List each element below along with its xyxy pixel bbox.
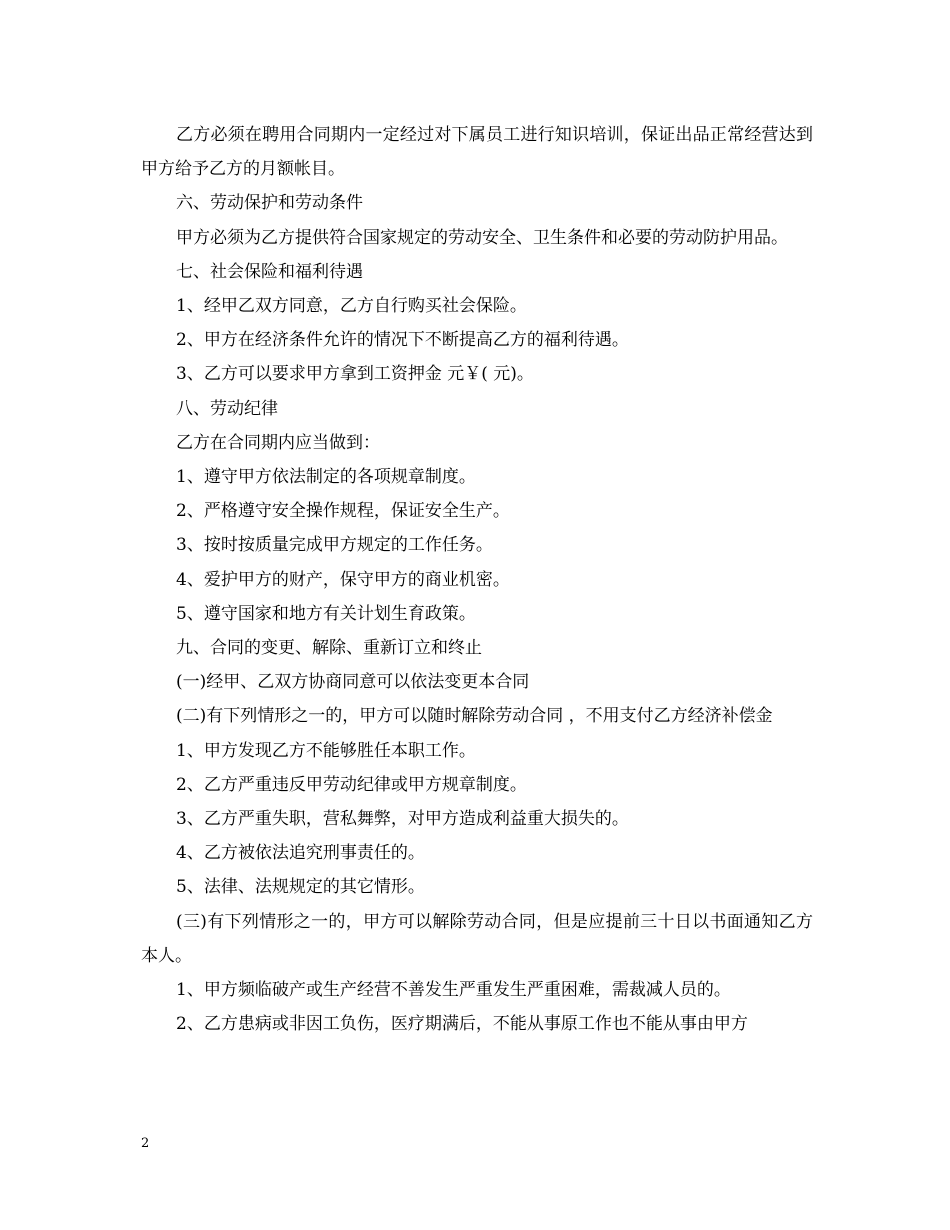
list-item-termination-1: 1、甲方发现乙方不能够胜任本职工作。 [176, 740, 476, 761]
list-item-insurance-1: 1、经甲乙双方同意，乙方自行购买社会保险。 [176, 296, 527, 317]
list-item-insurance-2: 2、甲方在经济条件允许的情况下不断提高乙方的福利待遇。 [176, 330, 629, 351]
paragraph-safety-conditions: 甲方必须为乙方提供符合国家规定的劳动安全、卫生条件和必要的劳动防护用品。 [176, 227, 788, 248]
section-heading-social-insurance: 七、社会保险和福利待遇 [176, 261, 363, 282]
list-item-discipline-4: 4、爱护甲方的财产，保守甲方的商业机密。 [176, 569, 510, 590]
list-item-insurance-3: 3、乙方可以要求甲方拿到工资押金 元￥( 元)。 [176, 364, 534, 385]
list-item-discipline-5: 5、遵守国家和地方有关计划生育政策。 [176, 603, 476, 624]
list-item-discipline-3: 3、按时按质量完成甲方规定的工作任务。 [176, 535, 493, 556]
list-item-termination-5: 5、法律、法规规定的其它情形。 [176, 877, 425, 898]
page-number: 2 [141, 1136, 150, 1151]
list-item-notice-2: 2、乙方患病或非因工负伤，医疗期满后，不能从事原工作也不能从事由甲方 [176, 1014, 748, 1035]
section-heading-labor-protection: 六、劳动保护和劳动条件 [176, 193, 363, 214]
list-item-termination-2: 2、乙方严重违反甲劳动纪律或甲方规章制度。 [176, 774, 527, 795]
subsection-immediate-termination: (二)有下列情形之一的，甲方可以随时解除劳动合同 ，不用支付乙方经济补偿金 [176, 706, 773, 727]
paragraph-discipline-intro: 乙方在合同期内应当做到： [176, 432, 380, 453]
section-heading-contract-change: 九、合同的变更、解除、重新订立和终止 [176, 638, 482, 659]
document-body [141, 118, 813, 1041]
list-item-termination-4: 4、乙方被依法追究刑事责任的。 [176, 843, 425, 864]
section-heading-labor-discipline: 八、劳动纪律 [176, 398, 278, 419]
list-item-termination-3: 3、乙方严重失职，营私舞弊，对甲方造成利益重大损失的。 [176, 809, 629, 830]
list-item-notice-1: 1、甲方频临破产或生产经营不善发生严重发生严重困难，需裁减人员的。 [176, 980, 731, 1001]
subsection-change-by-agreement: (一)经甲、乙双方协商同意可以依法变更本合同 [176, 672, 530, 693]
subsection-notice-termination: (三)有下列情形之一的，甲方可以解除劳动合同，但是应提前三十日以书面通知乙方本人。 [141, 911, 813, 966]
list-item-discipline-1: 1、遵守甲方依法制定的各项规章制度。 [176, 467, 476, 488]
list-item-discipline-2: 2、严格遵守安全操作规程，保证安全生产。 [176, 501, 510, 522]
paragraph-training-obligation: 乙方必须在聘用合同期内一定经过对下属员工进行知识培训，保证出品正常经营达到甲方给予乙方的月额帐目。 [141, 125, 813, 180]
